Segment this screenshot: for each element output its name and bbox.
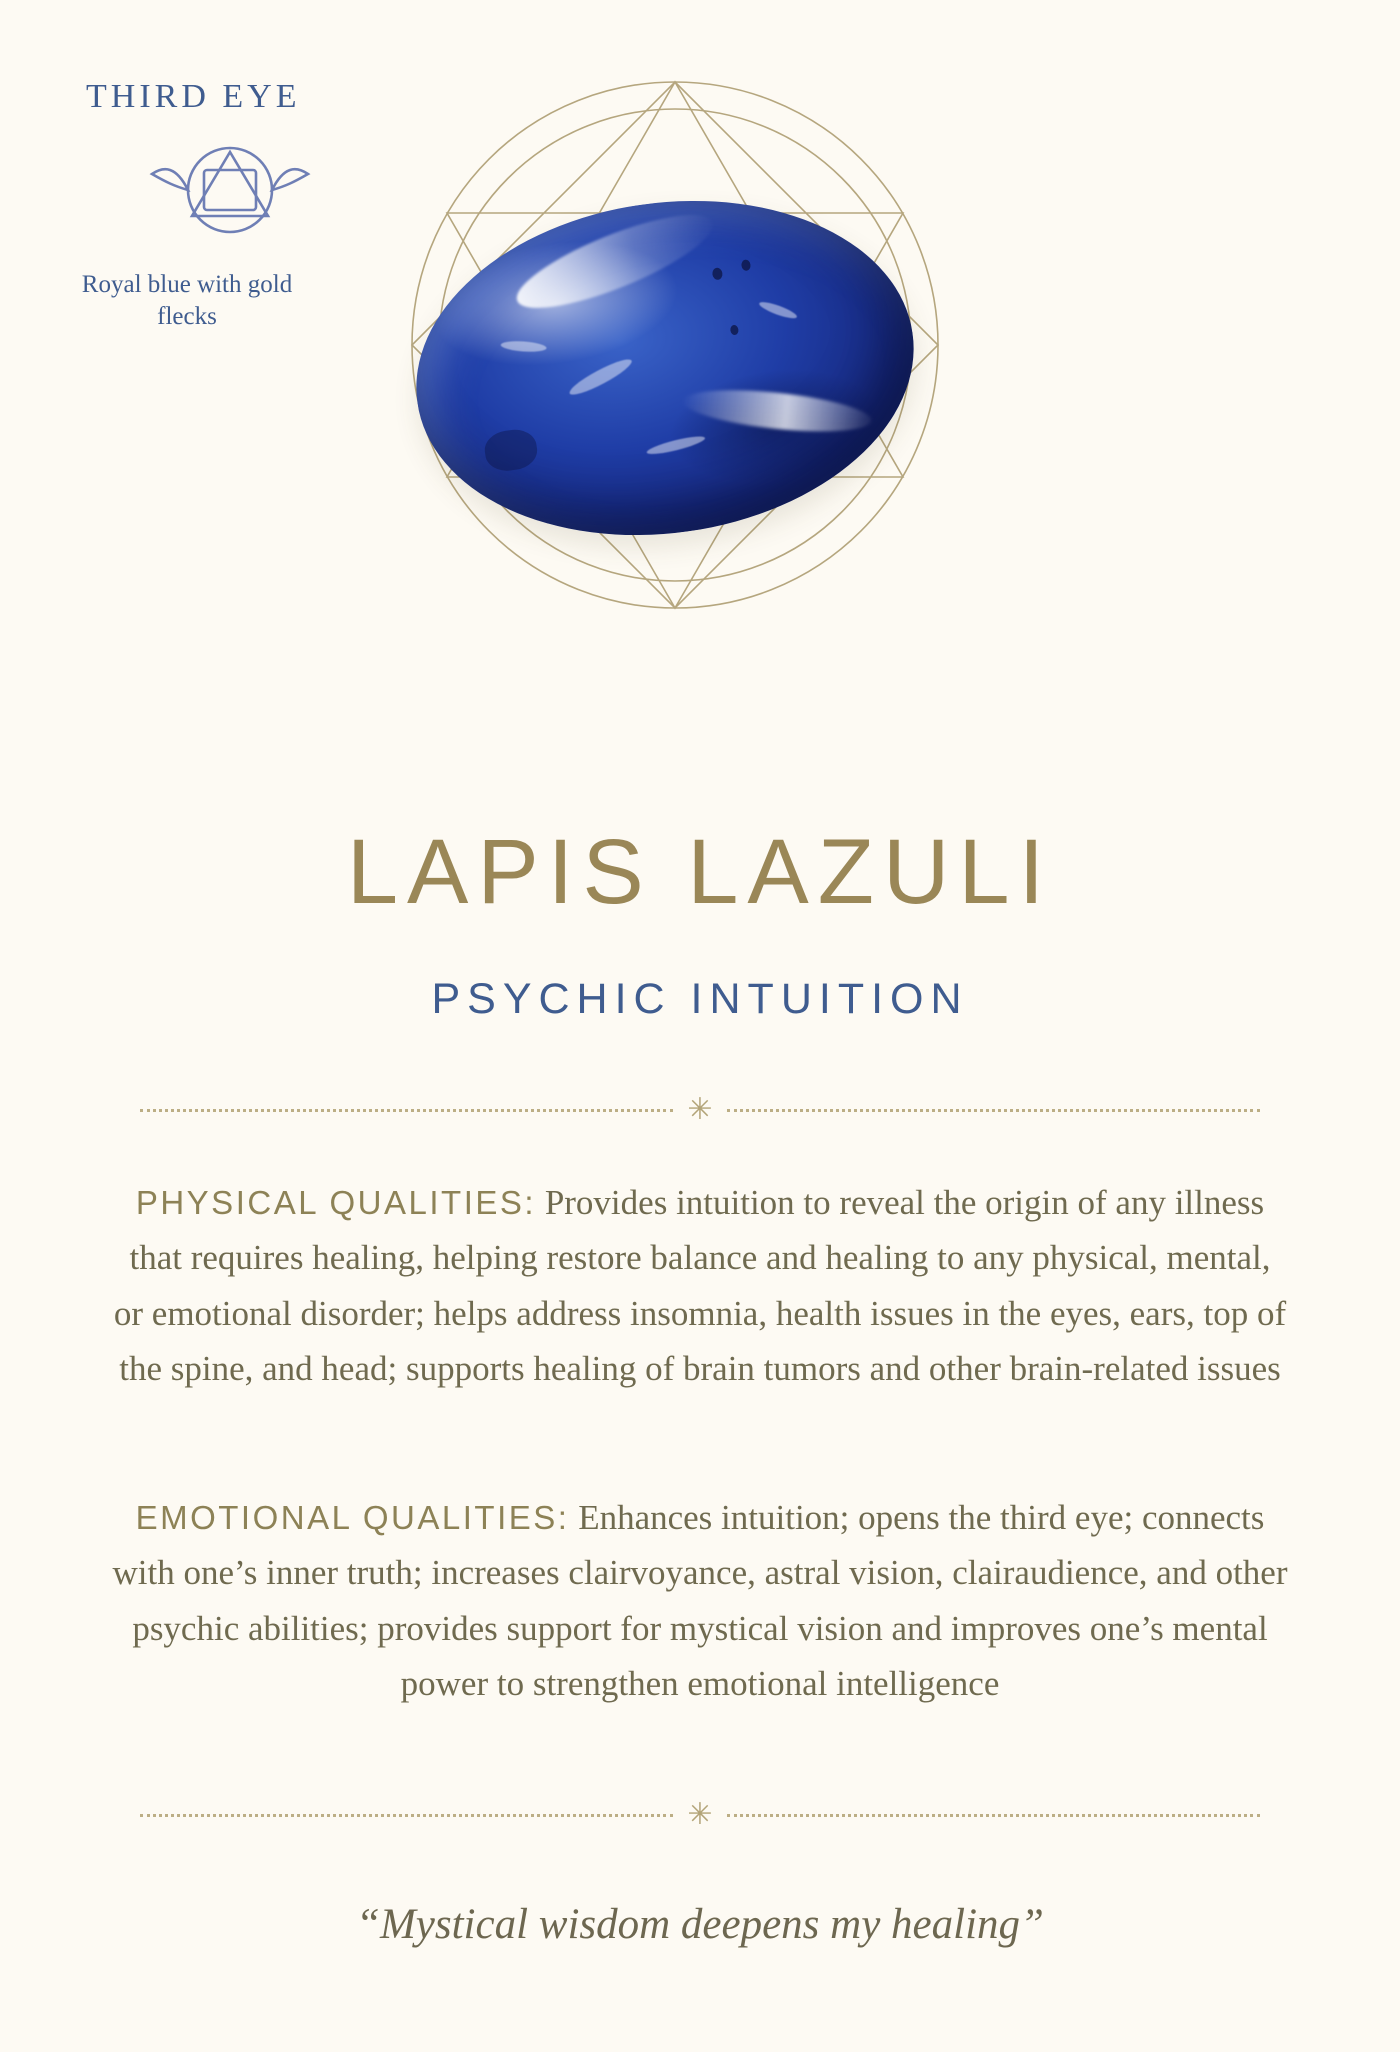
section-physical-label: PHYSICAL QUALITIES: (135, 1184, 537, 1221)
page-title: LAPIS LAZULI (346, 821, 1054, 923)
divider-dots-left (140, 1814, 673, 1818)
stone-illustration (355, 55, 1015, 625)
section-physical-text: Provides intuition to reveal the origin of any illness that requires healing, helping restore balance and healing to any physical, mental, or emotional disorder; helps address insomnia, health issues in the eyes, ears, top of the spine, and head; supports healing of brain tumors and other brain-related issues (113, 1183, 1287, 1388)
divider-top (140, 1095, 1260, 1125)
section-emotional-text: Enhances intuition; opens the third eye; connects with one’s inner truth; increases clairvoyance, astral vision, clairaudience, and other psychic abilities; provides support for mystical vision and improves one’s mental power to strengthen emotional intelligence (112, 1498, 1288, 1703)
chakra-color-description: Royal blue with gold flecks (81, 271, 293, 330)
section-emotional-qualities (112, 1490, 1288, 1711)
chakra-title: THIRD EYE (86, 78, 301, 115)
section-physical-qualities (112, 1175, 1288, 1396)
divider-dots-right (727, 1814, 1260, 1818)
third-eye-chakra-icon (140, 130, 320, 250)
divider-dots-left (140, 1109, 673, 1113)
section-emotional-label: EMOTIONAL QUALITIES: (135, 1499, 570, 1536)
divider-bottom (140, 1800, 1260, 1830)
divider-dots-right (727, 1109, 1260, 1113)
star-icon: ✳ (687, 1093, 713, 1126)
chakra-block (78, 78, 388, 333)
page-subtitle: PSYCHIC INTUITION (431, 975, 969, 1023)
star-icon: ✳ (687, 1798, 713, 1831)
affirmation-text: “Mystical wisdom deepens my healing” (356, 1901, 1044, 1948)
